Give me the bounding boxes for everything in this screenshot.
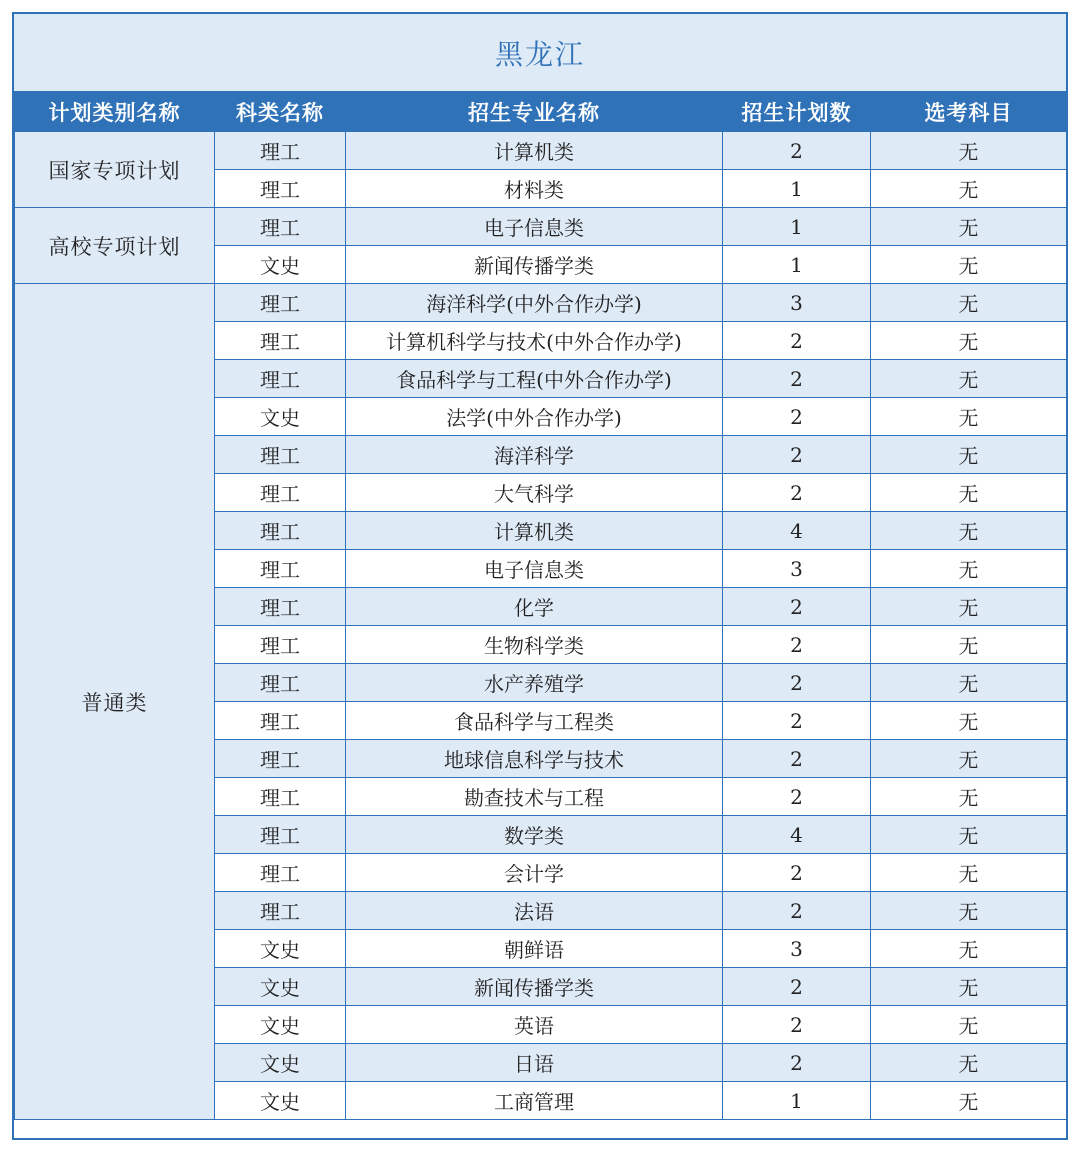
header-subjects: 选考科目	[871, 92, 1067, 132]
subject-cell: 无	[871, 474, 1067, 512]
subject-cell: 无	[871, 322, 1067, 360]
subject-cell: 无	[871, 512, 1067, 550]
major-cell: 化学	[346, 588, 723, 626]
major-cell: 新闻传播学类	[346, 246, 723, 284]
major-cell: 计算机类	[346, 132, 723, 170]
category-cell: 文史	[215, 398, 346, 436]
count-cell: 1	[723, 246, 871, 284]
major-cell: 食品科学与工程(中外合作办学)	[346, 360, 723, 398]
count-cell: 2	[723, 588, 871, 626]
subject-cell: 无	[871, 626, 1067, 664]
count-cell: 4	[723, 512, 871, 550]
table-title: 黑龙江	[494, 37, 585, 71]
category-cell: 理工	[215, 892, 346, 930]
table-row	[15, 132, 1067, 170]
category-cell: 理工	[215, 664, 346, 702]
major-cell: 地球信息科学与技术	[346, 740, 723, 778]
category-cell: 文史	[215, 968, 346, 1006]
subject-cell: 无	[871, 892, 1067, 930]
plan-type-cell: 国家专项计划	[15, 132, 215, 208]
header-plan-count: 招生计划数	[723, 92, 871, 132]
major-cell: 计算机类	[346, 512, 723, 550]
count-cell: 1	[723, 170, 871, 208]
plan-type-cell: 普通类	[15, 284, 215, 1120]
category-cell: 理工	[215, 436, 346, 474]
count-cell: 2	[723, 892, 871, 930]
major-cell: 计算机科学与技术(中外合作办学)	[346, 322, 723, 360]
major-cell: 海洋科学(中外合作办学)	[346, 284, 723, 322]
count-cell: 3	[723, 284, 871, 322]
subject-cell: 无	[871, 778, 1067, 816]
category-cell: 理工	[215, 132, 346, 170]
table-body	[15, 132, 1067, 1120]
category-cell: 理工	[215, 816, 346, 854]
major-cell: 日语	[346, 1044, 723, 1082]
header-major: 招生专业名称	[346, 92, 723, 132]
major-cell: 材料类	[346, 170, 723, 208]
major-cell: 数学类	[346, 816, 723, 854]
subject-cell: 无	[871, 1044, 1067, 1082]
subject-cell: 无	[871, 854, 1067, 892]
major-cell: 会计学	[346, 854, 723, 892]
major-cell: 法语	[346, 892, 723, 930]
category-cell: 理工	[215, 360, 346, 398]
count-cell: 2	[723, 398, 871, 436]
category-cell: 理工	[215, 512, 346, 550]
major-cell: 朝鲜语	[346, 930, 723, 968]
header-row	[15, 92, 1067, 132]
subject-cell: 无	[871, 170, 1067, 208]
major-cell: 水产养殖学	[346, 664, 723, 702]
subject-cell: 无	[871, 208, 1067, 246]
major-cell: 法学(中外合作办学)	[346, 398, 723, 436]
category-cell: 理工	[215, 854, 346, 892]
table-row	[15, 208, 1067, 246]
count-cell: 2	[723, 626, 871, 664]
count-cell: 2	[723, 968, 871, 1006]
category-cell: 理工	[215, 588, 346, 626]
subject-cell: 无	[871, 740, 1067, 778]
major-cell: 电子信息类	[346, 208, 723, 246]
subject-cell: 无	[871, 132, 1067, 170]
plan-type-cell: 高校专项计划	[15, 208, 215, 284]
count-cell: 2	[723, 474, 871, 512]
count-cell: 2	[723, 1044, 871, 1082]
category-cell: 理工	[215, 626, 346, 664]
subject-cell: 无	[871, 702, 1067, 740]
major-cell: 食品科学与工程类	[346, 702, 723, 740]
category-cell: 理工	[215, 550, 346, 588]
subject-cell: 无	[871, 436, 1067, 474]
major-cell: 海洋科学	[346, 436, 723, 474]
major-cell: 新闻传播学类	[346, 968, 723, 1006]
enrollment-table	[14, 92, 1067, 1120]
major-cell: 电子信息类	[346, 550, 723, 588]
category-cell: 文史	[215, 1082, 346, 1120]
major-cell: 工商管理	[346, 1082, 723, 1120]
subject-cell: 无	[871, 816, 1067, 854]
count-cell: 2	[723, 360, 871, 398]
header-category: 科类名称	[215, 92, 346, 132]
count-cell: 2	[723, 132, 871, 170]
category-cell: 文史	[215, 1006, 346, 1044]
category-cell: 理工	[215, 474, 346, 512]
count-cell: 3	[723, 550, 871, 588]
count-cell: 2	[723, 664, 871, 702]
header-plan-type: 计划类别名称	[15, 92, 215, 132]
count-cell: 2	[723, 854, 871, 892]
subject-cell: 无	[871, 398, 1067, 436]
major-cell: 生物科学类	[346, 626, 723, 664]
subject-cell: 无	[871, 246, 1067, 284]
subject-cell: 无	[871, 664, 1067, 702]
count-cell: 2	[723, 702, 871, 740]
count-cell: 2	[723, 322, 871, 360]
table-row	[15, 284, 1067, 322]
subject-cell: 无	[871, 360, 1067, 398]
count-cell: 2	[723, 740, 871, 778]
count-cell: 2	[723, 1006, 871, 1044]
count-cell: 4	[723, 816, 871, 854]
category-cell: 理工	[215, 778, 346, 816]
subject-cell: 无	[871, 1006, 1067, 1044]
count-cell: 2	[723, 436, 871, 474]
major-cell: 大气科学	[346, 474, 723, 512]
subject-cell: 无	[871, 930, 1067, 968]
major-cell: 勘查技术与工程	[346, 778, 723, 816]
category-cell: 文史	[215, 246, 346, 284]
category-cell: 理工	[215, 322, 346, 360]
category-cell: 理工	[215, 170, 346, 208]
category-cell: 文史	[215, 1044, 346, 1082]
table-frame	[12, 12, 1068, 1140]
count-cell: 3	[723, 930, 871, 968]
subject-cell: 无	[871, 1082, 1067, 1120]
title-bar	[14, 14, 1066, 92]
major-cell: 英语	[346, 1006, 723, 1044]
category-cell: 理工	[215, 284, 346, 322]
subject-cell: 无	[871, 550, 1067, 588]
subject-cell: 无	[871, 284, 1067, 322]
count-cell: 1	[723, 1082, 871, 1120]
category-cell: 理工	[215, 740, 346, 778]
subject-cell: 无	[871, 968, 1067, 1006]
count-cell: 1	[723, 208, 871, 246]
subject-cell: 无	[871, 588, 1067, 626]
category-cell: 理工	[215, 208, 346, 246]
category-cell: 文史	[215, 930, 346, 968]
count-cell: 2	[723, 778, 871, 816]
category-cell: 理工	[215, 702, 346, 740]
